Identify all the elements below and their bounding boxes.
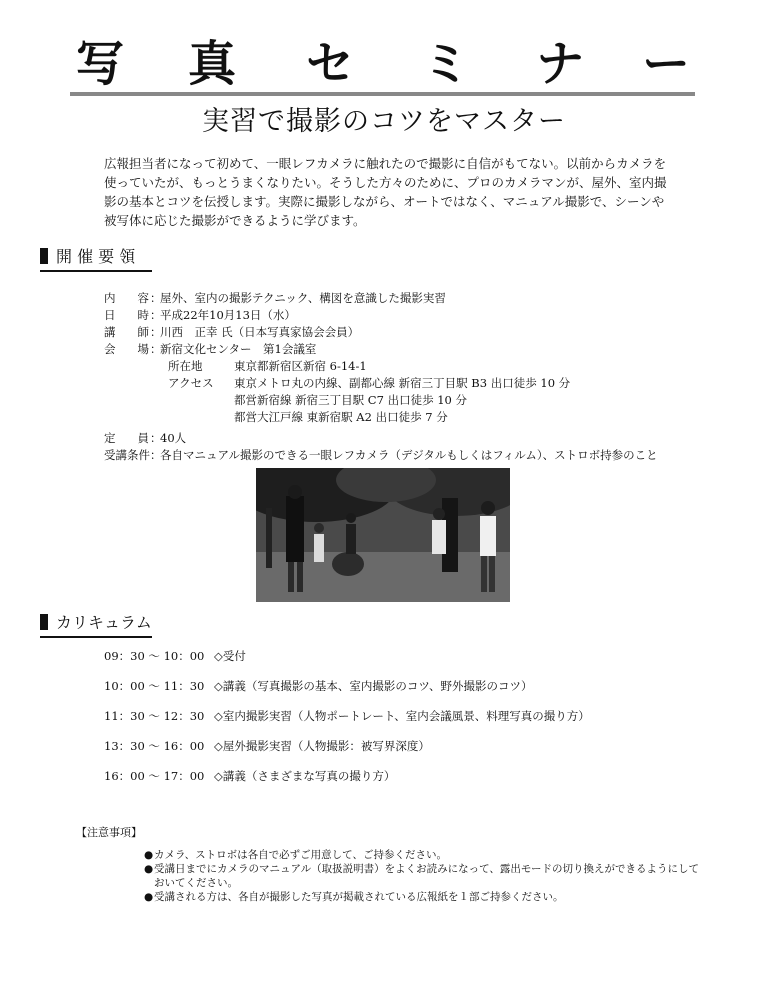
subtitle: 実習で撮影のコツをマスター (202, 106, 566, 137)
curriculum-list (104, 648, 664, 798)
curriculum-row (104, 648, 664, 678)
curriculum-item: ◇講義（写真撮影の基本、室内撮影のコツ、野外撮影のコツ） (214, 679, 533, 693)
section-heading-label: カリキュラム (56, 613, 152, 632)
detail-row-access (104, 392, 704, 409)
detail-value: 新宿文化センター 第1会議室 (160, 342, 317, 356)
title-underline (70, 92, 695, 96)
notes-list (144, 848, 704, 904)
curriculum-time: 09：30 〜 10：00 (104, 649, 205, 663)
section-heading-outline (40, 246, 152, 272)
detail-value: 40人 (160, 431, 187, 445)
detail-label: 内容 (104, 291, 149, 305)
access-line: 都営大江戸線 東新宿駅 A2 出口徒歩 7 分 (234, 410, 448, 424)
access-line: 都営新宿線 新宿三丁目駅 C7 出口徒歩 10 分 (234, 393, 468, 407)
note-item (144, 890, 704, 904)
section-heading-label: 開 催 要 領 (56, 247, 136, 266)
section-heading-curriculum (40, 612, 152, 638)
title-char: セ (306, 36, 355, 92)
detail-value: 川西 正幸 氏（日本写真家協会会員） (160, 325, 360, 339)
detail-value: 各自マニュアル撮影のできる一眼レフカメラ（デジタルもしくはフィルム）、ストロボ持参のこと (160, 448, 658, 462)
detail-label: 定員 (104, 431, 149, 445)
detail-label: 受講条件 (104, 448, 150, 462)
note-item (144, 862, 704, 890)
seminar-photo (256, 468, 510, 602)
detail-row-address (104, 358, 704, 375)
intro-paragraph: 広報担当者になって初めて、一眼レフカメラに触れたので撮影に自信がもてない。以前からカメラを使っていたが、もっとうまくなりたい。そうした方々のために、プロのカメラマンが、屋外、室内撮影の基本とコツを伝授します。実際に撮影しながら、オートではなく、マニュアル撮影で、シーンや被写体に応じた撮影ができるように学びます。 (104, 156, 667, 228)
curriculum-row (104, 738, 664, 768)
note-text: 受講される方は、各自が撮影した写真が掲載されている広報紙を１部ご持参ください。 (154, 891, 564, 903)
note-text: カメラ、ストロボは各自で必ずご用意して、ご持参ください。 (154, 849, 447, 861)
detail-row-content: 内容 ： 屋外、室内の撮影テクニック、構図を意識した撮影実習 (104, 291, 446, 305)
title-char: ナ (536, 36, 585, 92)
curriculum-item: ◇室内撮影実習（人物ポートレート、室内会議風景、料理写真の撮り方） (214, 709, 590, 723)
curriculum-time: 13：30 〜 16：00 (104, 739, 205, 753)
address-value: 東京都新宿区新宿 6-14-1 (234, 359, 367, 373)
detail-row-capacity: 定員 ： 40人 (104, 431, 187, 445)
curriculum-time: 16：00 〜 17：00 (104, 769, 205, 783)
curriculum-row (104, 768, 664, 798)
curriculum-time: 11：30 〜 12：30 (104, 709, 205, 723)
title-char: 真 (188, 36, 237, 92)
detail-value: 平成22年10月13日（水） (160, 308, 296, 322)
curriculum-item: ◇受付 (214, 649, 246, 663)
detail-row-access (104, 375, 704, 392)
title-char: 写 (76, 36, 125, 92)
note-text: 受講日までにカメラのマニュアル（取扱説明書）をよくお読みになって、露出モードの切り換えができるようにしておいてください。 (154, 863, 699, 889)
detail-label: 日時 (104, 308, 149, 322)
title-char: ー (642, 36, 691, 92)
detail-value: 屋外、室内の撮影テクニック、構図を意識した撮影実習 (160, 291, 446, 305)
detail-row-venue: 会場 ： 新宿文化センター 第1会議室 (104, 342, 317, 356)
access-label: アクセス (168, 376, 214, 390)
detail-label: 講師 (104, 325, 149, 339)
title-char: ミ (422, 36, 471, 92)
detail-row-requirements: 受講条件 ： 各自マニュアル撮影のできる一眼レフカメラ（デジタルもしくはフィルム）、ストロボ持参のこと (104, 448, 658, 462)
address-label: 所在地 (168, 359, 203, 373)
curriculum-time: 10：00 〜 11：30 (104, 679, 205, 693)
curriculum-row (104, 678, 664, 708)
curriculum-item: ◇屋外撮影実習（人物撮影：被写界深度） (214, 739, 430, 753)
outline-details (104, 290, 704, 464)
detail-row-date: 日時 ： 平成22年10月13日（水） (104, 308, 296, 322)
detail-label: 会場 (104, 342, 149, 356)
detail-row-lecturer: 講師 ： 川西 正幸 氏（日本写真家協会会員） (104, 325, 360, 339)
bullet-icon: ● (144, 863, 154, 875)
page-title (70, 38, 695, 90)
curriculum-item: ◇講義（さまざまな写真の撮り方） (214, 769, 396, 783)
square-bullet-icon (40, 614, 48, 630)
square-bullet-icon (40, 248, 48, 264)
curriculum-row (104, 708, 664, 738)
photo-illustration (256, 468, 510, 602)
note-item (144, 848, 704, 862)
detail-row-access (104, 409, 704, 426)
bullet-icon: ● (144, 891, 154, 903)
bullet-icon: ● (144, 849, 154, 861)
notes-heading: 【注意事項】 (76, 826, 142, 839)
access-line: 東京メトロ丸の内線、副都心線 新宿三丁目駅 B3 出口徒歩 10 分 (234, 376, 571, 390)
